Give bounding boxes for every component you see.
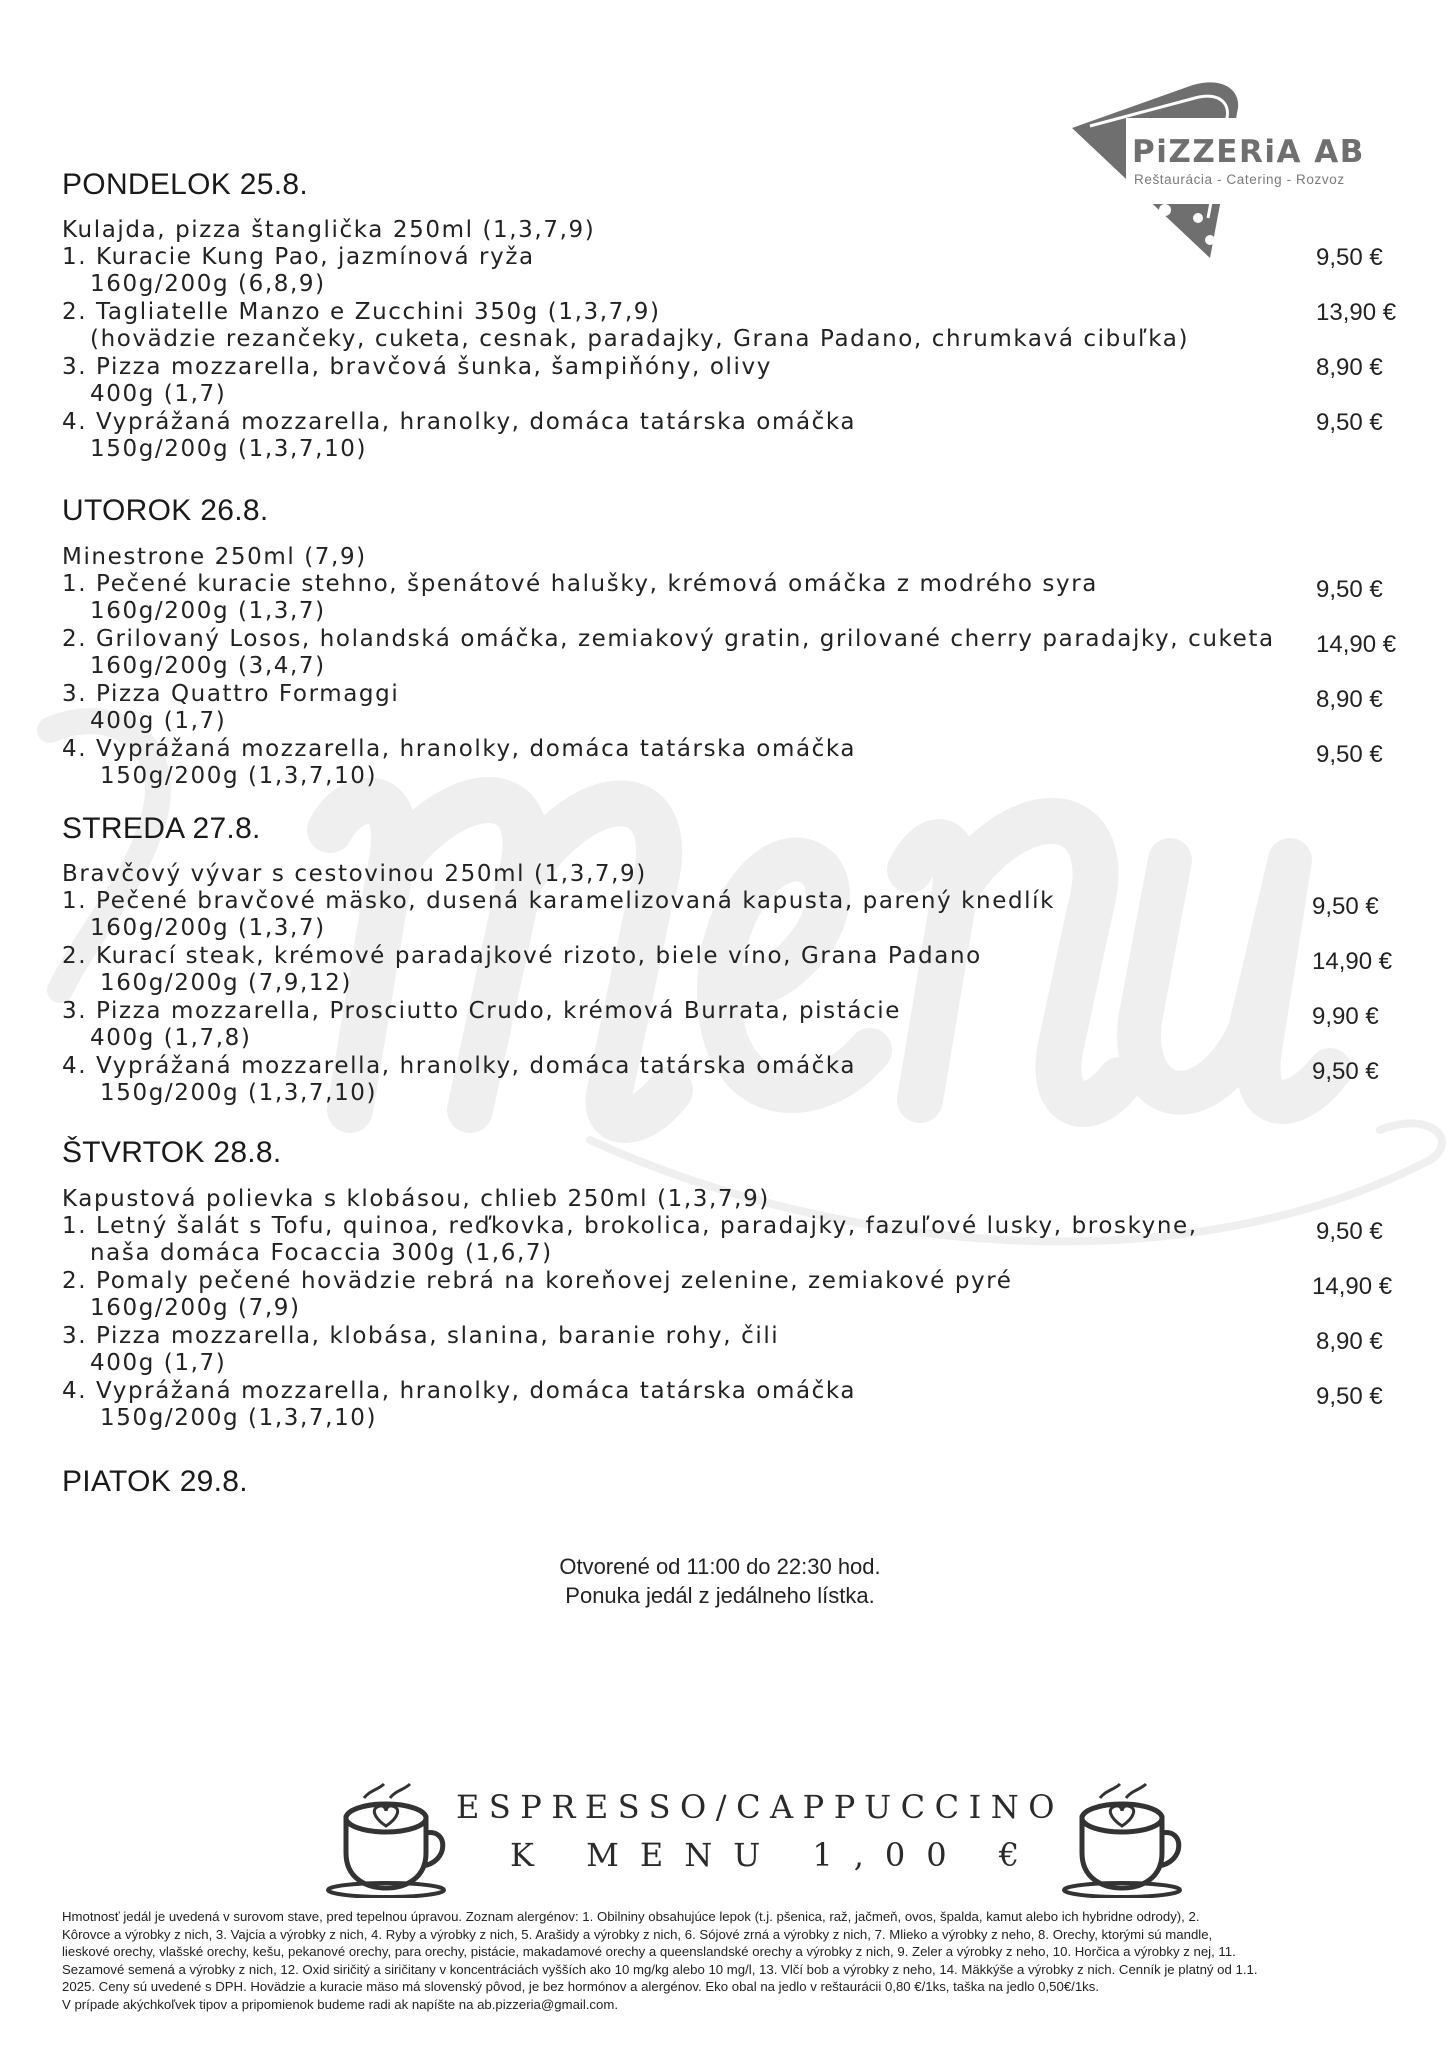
dish-detail: 400g (1,7) <box>90 381 227 407</box>
coffee-promo-title: ESPRESSO/CAPPUCCINO <box>456 1788 1064 1826</box>
footer-line: Hmotnosť jedál je uvedená v surovom stave, pred tepelnou úpravou. Zoznam alergénov: 1. Obilniny obsahujúce lepok (t.j. pšenica, raž, jačmeň, ovos, špalda, kamut alebo ich hybridne odrody), 2. <box>62 1909 1200 1924</box>
dish-price: 14,90 € <box>1312 1273 1393 1300</box>
dish-name: 3. Pizza mozzarella, klobása, slanina, baranie rohy, čili <box>62 1323 780 1349</box>
soup-wednesday: Bravčový vývar s cestovinou 250ml (1,3,7,9) <box>62 861 647 887</box>
dish-price: 9,50 € <box>1316 576 1383 603</box>
dish-detail: 150g/200g (1,3,7,10) <box>100 1405 378 1431</box>
dish-price: 8,90 € <box>1316 1328 1383 1355</box>
dish-price: 14,90 € <box>1312 948 1393 975</box>
dish-price: 9,50 € <box>1316 1383 1383 1410</box>
dish-name: 1. Pečené kuracie stehno, špenátové halušky, krémová omáčka z modrého syra <box>62 571 1098 597</box>
dish-detail: naša domáca Focaccia 300g (1,6,7) <box>90 1240 553 1266</box>
dish-price: 8,90 € <box>1316 686 1383 713</box>
dish-detail: 150g/200g (1,3,7,10) <box>100 763 378 789</box>
dish-price: 9,50 € <box>1316 741 1383 768</box>
logo-tagline: Reštaurácia - Catering - Rozvoz <box>1134 172 1345 187</box>
dish-detail: (hovädzie rezančeky, cuketa, cesnak, paradajky, Grana Padano, chrumkavá cibuľka) <box>90 326 1190 352</box>
coffee-cup-icon <box>1060 1778 1190 1898</box>
dish-name: 2. Tagliatelle Manzo e Zucchini 350g (1,3,7,9) <box>62 299 661 325</box>
dish-name: 1. Pečené bravčové mäsko, dusená karamelizovaná kapusta, parený knedlík <box>62 888 1056 914</box>
footer-line: 2025. Ceny sú uvedené s DPH. Hovädzie a kuracie mäso má slovenský pôvod, je bez hormónov a alergénov. Eko obal na jedlo v reštaurácii 0,80 €/1ks, taška na jedlo 0,50€/1ks. <box>62 1979 1100 1994</box>
dish-price: 9,50 € <box>1316 244 1383 271</box>
dish-price: 9,50 € <box>1312 893 1379 920</box>
soup-monday: Kulajda, pizza štanglička 250ml (1,3,7,9) <box>62 217 596 243</box>
dish-price: 8,90 € <box>1316 354 1383 381</box>
footer-line: V prípade akýchkoľvek tipov a pripomienok budeme radi ak napíšte na ab.pizzeria@gmail.com. <box>62 1996 619 2012</box>
dish-detail: 160g/200g (7,9,12) <box>100 970 352 996</box>
dish-detail: 160g/200g (6,8,9) <box>90 271 326 297</box>
dish-detail: 160g/200g (1,3,7) <box>90 598 326 624</box>
dish-price: 9,50 € <box>1312 1058 1379 1085</box>
soup-thursday: Kapustová polievka s klobásou, chlieb 250ml (1,3,7,9) <box>62 1186 770 1212</box>
allergen-footer <box>62 1908 1398 2013</box>
footer-line: lieskové orechy, vlašské orechy, kešu, pekanové orechy, para orechy, pistácie, makadamové orechy a queenslandské orechy a výrobky z nich, 9. Zeler a výrobky z neho, 10. Horčica a výrobky z nej, 11. <box>62 1944 1236 1959</box>
dish-detail: 150g/200g (1,3,7,10) <box>100 1080 378 1106</box>
dish-detail: 160g/200g (3,4,7) <box>90 653 326 679</box>
opening-hours: Otvorené od 11:00 do 22:30 hod. <box>559 1554 881 1579</box>
opening-notice <box>440 1552 1000 1610</box>
dish-price: 13,90 € <box>1316 299 1397 326</box>
day-title-thursday: ŠTVRTOK 28.8. <box>62 1136 282 1169</box>
day-title-wednesday: STREDA 27.8. <box>62 812 261 845</box>
dish-detail: 160g/200g (1,3,7) <box>90 915 326 941</box>
dish-price: 9,90 € <box>1312 1003 1379 1030</box>
soup-tuesday: Minestrone 250ml (7,9) <box>62 544 367 570</box>
footer-line: Kôrovce a výrobky z nich, 3. Vajcia a výrobky z nich, 4. Ryby a výrobky z nich, 5. Arašidy a výrobky z nich, 6. Sójové zrná a výrobky z nich, 7. Mlieko a výrobky z neho, 8. Orechy, ktorými sú mandle, <box>62 1926 1213 1942</box>
dish-name: 3. Pizza mozzarella, Prosciutto Crudo, krémová Burrata, pistácie <box>62 998 902 1024</box>
dish-name: 4. Vyprážaná mozzarella, hranolky, domáca tatárska omáčka <box>62 1378 857 1404</box>
day-title-friday: PIATOK 29.8. <box>62 1465 248 1498</box>
pizzeria-logo <box>1070 68 1370 268</box>
dish-name: 3. Pizza Quattro Formaggi <box>62 681 400 707</box>
dish-name: 2. Grilovaný Losos, holandská omáčka, zemiakový gratin, grilované cherry paradajky, cuketa <box>62 626 1275 652</box>
dish-price: 9,50 € <box>1316 1218 1383 1245</box>
footer-line: Sezamové semená a výrobky z nich, 12. Oxid siričitý a siričitany v koncentráciách vyšších ako 10 mg/kg alebo 10 mg/l, 13. Vlčí bob a výrobky z neho, 14. Mäkkýše a výrobky z nich. Cenník je platný od 1.1. <box>62 1961 1258 1977</box>
dish-name: 4. Vyprážaná mozzarella, hranolky, domáca tatárska omáčka <box>62 409 857 435</box>
dish-detail: 400g (1,7) <box>90 708 227 734</box>
dish-detail: 160g/200g (7,9) <box>90 1295 301 1321</box>
day-title-monday: PONDELOK 25.8. <box>62 168 308 201</box>
coffee-promo-price: K MENU 1,00 € <box>510 1836 1041 1874</box>
dish-name: 4. Vyprážaná mozzarella, hranolky, domáca tatárska omáčka <box>62 1053 857 1079</box>
menu-offer-note: Ponuka jedál z jedálneho lístka. <box>565 1583 875 1608</box>
dish-name: 1. Kuracie Kung Pao, jazmínová ryža <box>62 244 535 270</box>
dish-detail: 400g (1,7,8) <box>90 1025 252 1051</box>
dish-detail: 400g (1,7) <box>90 1350 227 1376</box>
dish-price: 9,50 € <box>1316 409 1383 436</box>
coffee-cup-icon <box>324 1778 454 1898</box>
dish-name: 1. Letný šalát s Tofu, quinoa, reďkovka, brokolica, paradajky, fazuľové lusky, broskyne, <box>62 1213 1198 1239</box>
logo-brand-name: PiZZERiA AB <box>1132 134 1365 170</box>
dish-name: 2. Kurací steak, krémové paradajkové rizoto, biele víno, Grana Padano <box>62 943 982 969</box>
dish-name: 4. Vyprážaná mozzarella, hranolky, domáca tatárska omáčka <box>62 736 857 762</box>
dish-name: 2. Pomaly pečené hovädzie rebrá na koreňovej zelenine, zemiakové pyré <box>62 1268 1013 1294</box>
dish-price: 14,90 € <box>1316 631 1397 658</box>
dish-detail: 150g/200g (1,3,7,10) <box>90 436 368 462</box>
day-title-tuesday: UTOROK 26.8. <box>62 494 269 527</box>
dish-name: 3. Pizza mozzarella, bravčová šunka, šampiňóny, olivy <box>62 354 772 380</box>
